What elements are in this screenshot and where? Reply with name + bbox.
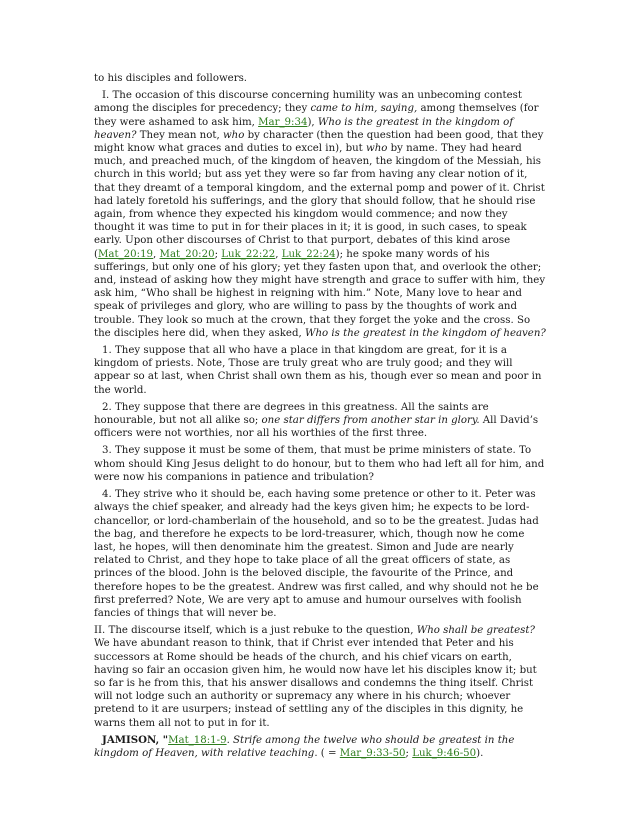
text-run: Who shall be greatest?: [416, 625, 535, 637]
text-run: who: [222, 129, 245, 141]
text-run: by character (then the question had been good, that they might know what graces and duties to excel in), but: [94, 129, 544, 155]
text-run: ),: [307, 116, 318, 128]
document-page: [94, 72, 546, 764]
text-run: ;: [405, 747, 413, 759]
text-run: ,: [153, 248, 160, 260]
paragraph: [94, 444, 546, 484]
text-run: ); he spoke many words of his sufferings, but only one of his glory; yet they fasten upon that, and overlook the other; and, instead of asking how they might have strength and grace to suffer with him, they ask him, “Who shall be highest in reigning with him.” Note, Many love to hear and speak of privileges and glory, who are willing to pass by the thoughts of work and trouble. They look so much at the crown, that they forget the yoke and the cross. So the disciples here did, when they asked,: [94, 248, 546, 339]
text-run: . ( =: [314, 747, 340, 759]
paragraph: [94, 624, 546, 730]
scripture-link[interactable]: Mar_9:33-50: [339, 747, 406, 759]
text-run: 4. They strive who it should be, each having some pretence or other to it. Peter was always the chief speaker, and already had the keys given him; he expects to be lord-chancellor, or lord-chamberlain of the household, and so to be the greatest. Judas had the bag, and therefore he expects to be lord-treasurer, which, though now he come last, he hopes, will then denominate him the greatest. Simon and Jude are nearly related to Christ, and they hope to take place of all the great officers of state, as princes of the blood. John is the beloved disciple, the favourite of the Prince, and therefore hopes to be the greatest. Andrew was first called, and why should not he be first preferred? Note, We are very apt to amuse and humour ourselves with foolish fancies of things that will never be.: [94, 489, 539, 619]
text-run: ).: [476, 747, 484, 759]
text-run: All David’s officers were not worthies, nor all his worthies of the first three.: [94, 415, 539, 440]
scripture-link[interactable]: Luk_22:22: [221, 248, 276, 260]
text-run: among themselves (for they were ashamed to ask him,: [94, 103, 539, 128]
text-run: ;: [214, 248, 222, 260]
text-run: who: [366, 143, 388, 155]
text-run: to his disciples and followers.: [94, 73, 248, 84]
paragraph: [94, 72, 546, 85]
scripture-link[interactable]: Luk_9:46-50: [412, 747, 477, 759]
scripture-link[interactable]: Luk_22:24: [281, 248, 336, 260]
scripture-link[interactable]: Mat_20:20: [159, 248, 215, 260]
text-run: one star differs from another star in glory.: [261, 415, 480, 427]
paragraph: [94, 344, 546, 397]
text-run: came to him, saying,: [310, 103, 418, 115]
text-run: by name. They had heard much, and preached much, of the kingdom of heaven, the kingdom of the Messiah, his church in this world; but ass yet they were so far from having any clear notion of it, that they dreamt of a temporal kingdom, and the external pomp and power of it. Christ had lately foretold his sufferings, and the glory that should follow, that he should rise again, from whence they expected his kingdom would commence; and now they thought it was time to put in for their places in it; it is good, in such cases, to speak early. Upon other discourses of Christ to that purport, debates of this kind arose (: [94, 143, 545, 260]
text-run: II. The discourse itself, which is a just rebuke to the question,: [94, 625, 417, 637]
text-run: 3. They suppose it must be some of them, that must be prime ministers of state. To whom should King Jesus delight to do honour, but to them who had left all for him, and were now his companions in patience and tribulation?: [94, 445, 545, 483]
text-run: Who is the greatest in the kingdom of heaven?: [304, 327, 546, 339]
text-run: I. The occasion of this discourse concerning humility was an unbecoming contest among the disciples for precedency; they: [94, 90, 522, 115]
paragraph: [94, 89, 546, 340]
bold-text: JAMISON, ": [102, 733, 169, 746]
text-run: .: [226, 734, 234, 746]
text-run: They mean not,: [136, 129, 223, 141]
text-run: We have abundant reason to think, that if Christ ever intended that Peter and his successors at Rome should be heads of the church, and his chief vicars on earth, having so fair an occasion given him, he would now have let his disciples know it; but so far is he from this, that his answer disallows and condemns the thing itself. Christ will not lodge such an authority or supremacy any where in his church; whoever pretend to it are usurpers; instead of settling any of the disciples in this dignity, he warns them all not to put in for it.: [94, 638, 537, 729]
scripture-link[interactable]: Mat_20:19: [97, 248, 154, 260]
paragraph: [94, 488, 546, 620]
scripture-link[interactable]: Mat_18:1-9: [168, 734, 227, 746]
text-run: 2. They suppose that there are degrees in this greatness. All the saints are honourable, but not all alike so;: [94, 401, 489, 427]
text-run: Who is the greatest in the kingdom of heaven?: [94, 116, 514, 141]
text-run: ,: [275, 248, 282, 260]
paragraph: [94, 734, 546, 760]
scripture-link[interactable]: Mar_9:34: [258, 116, 308, 128]
paragraph: [94, 401, 546, 441]
text-run: 1. They suppose that all who have a place in that kingdom are great, for it is a kingdom of priests. Note, Those are truly great who are truly good; and they will appear so at last, when Christ shall own them as his, though ever so mean and poor in the world.: [94, 345, 542, 396]
text-run: Strife among the twelve who should be greatest in the kingdom of Heaven, with relative teaching: [94, 734, 515, 759]
